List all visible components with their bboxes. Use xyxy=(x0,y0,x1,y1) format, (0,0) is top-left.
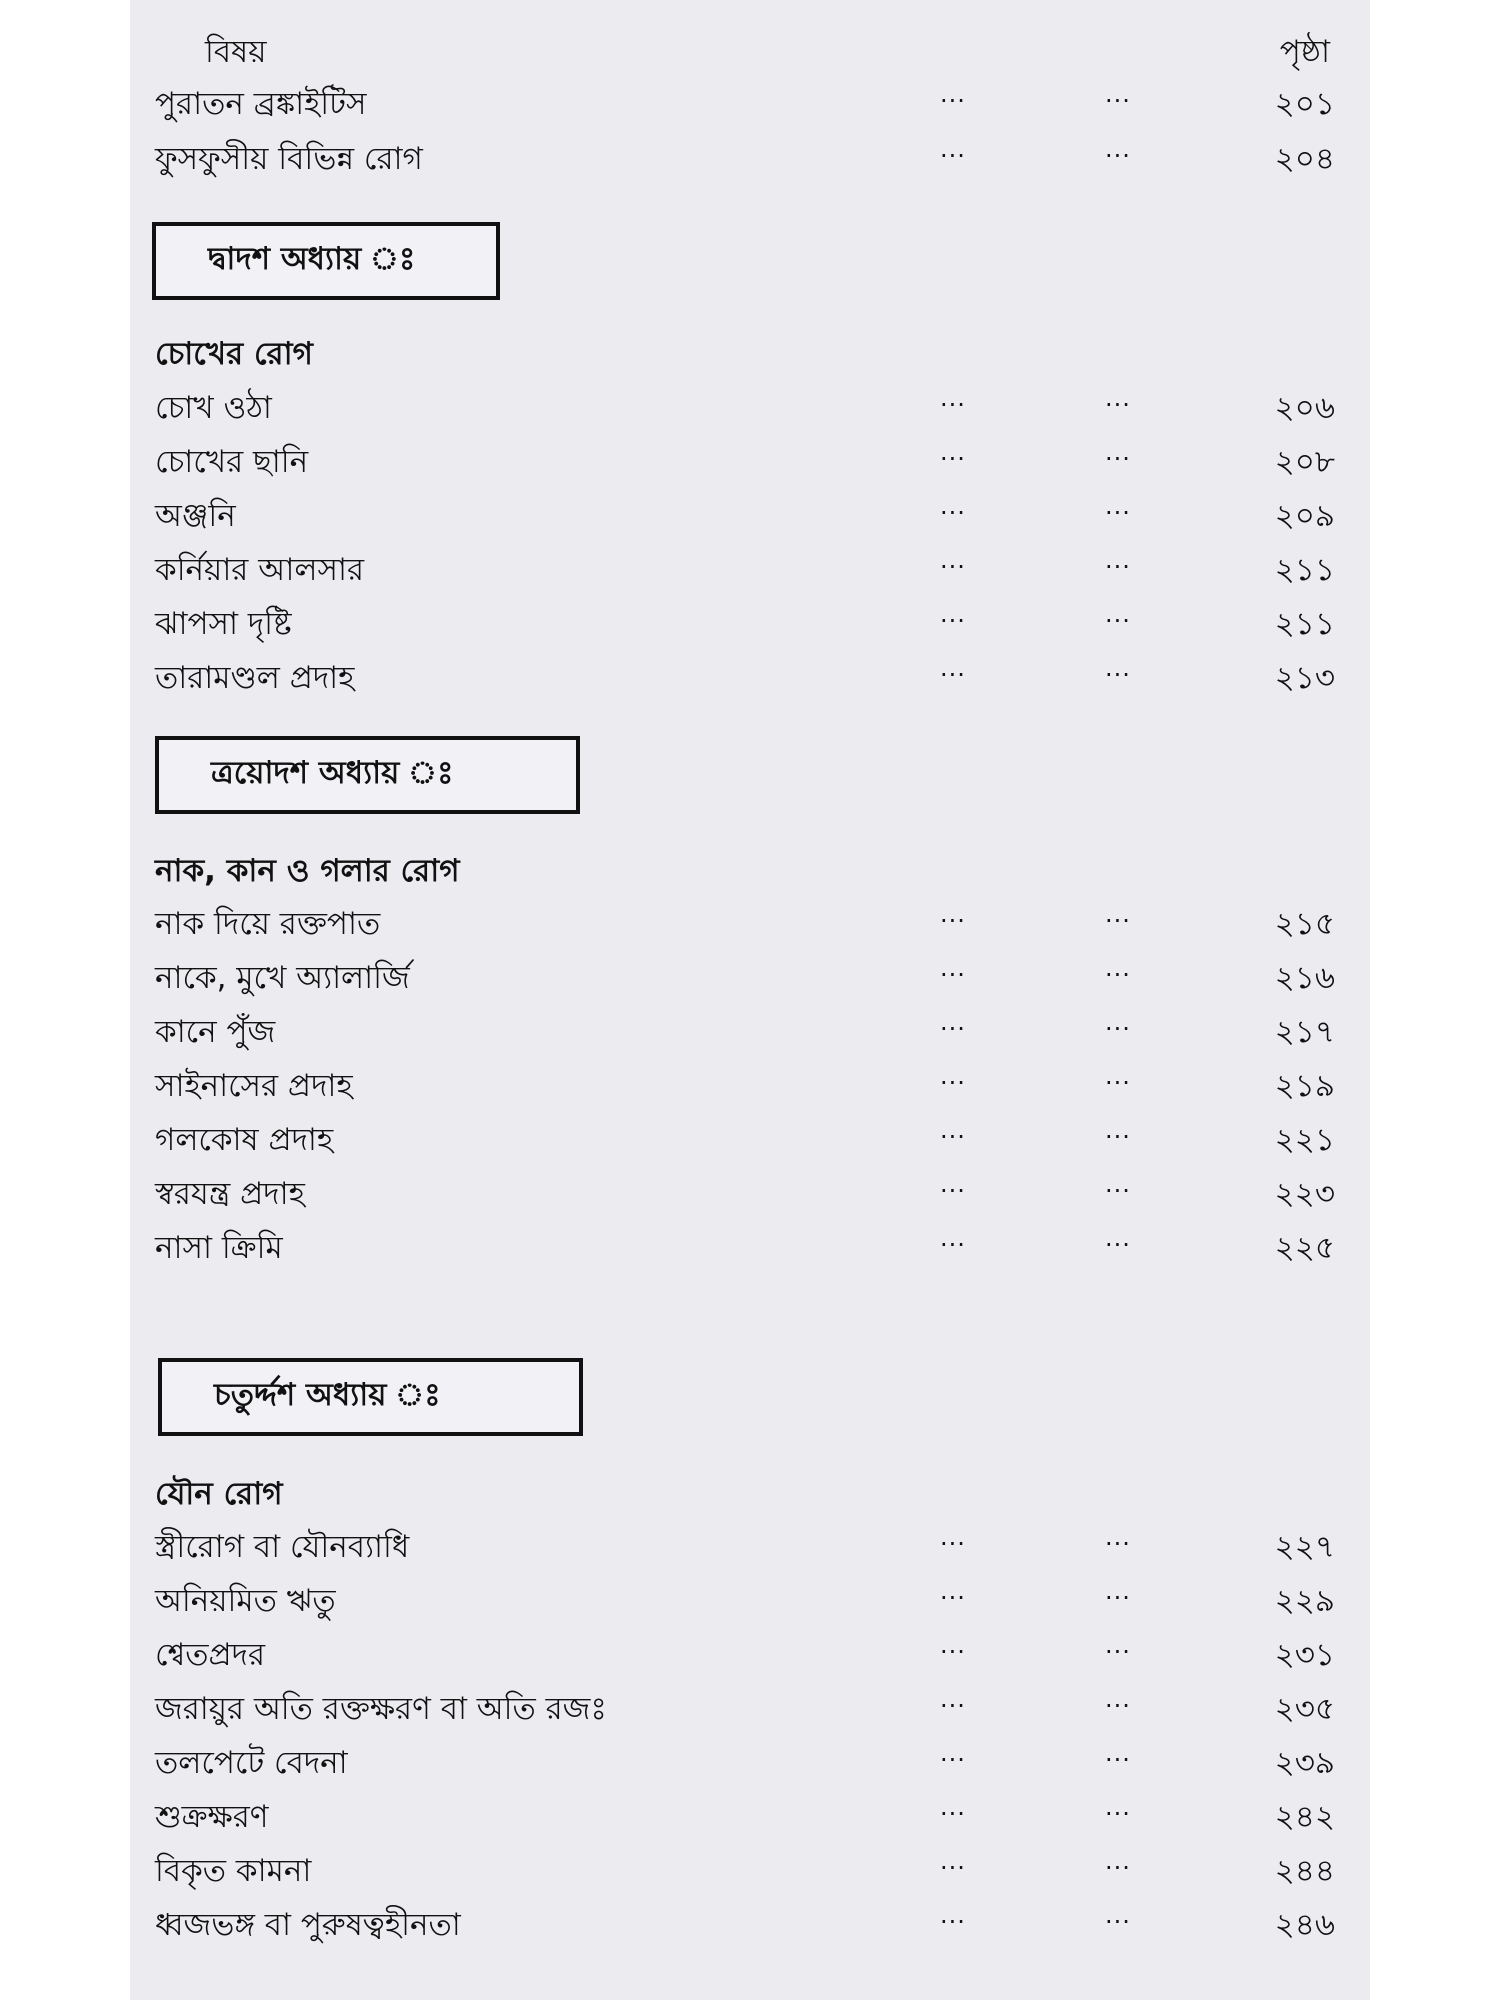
leader-dots: ... xyxy=(940,654,966,682)
toc-entry xyxy=(155,384,1335,430)
leader-dots: ... xyxy=(940,1631,966,1659)
leader-dots: ... xyxy=(940,1170,966,1198)
leader-dots: ... xyxy=(940,384,966,412)
leader-dots: ... xyxy=(940,1224,966,1252)
chapter-subject xyxy=(155,847,1335,893)
leader-dots: ... xyxy=(940,438,966,466)
entry-title: কানে পুঁজ xyxy=(155,1014,276,1050)
leader-dots: ... xyxy=(1105,438,1131,466)
entry-title: ফুসফুসীয় বিভিন্ন রোগ xyxy=(155,141,423,177)
toc-entry xyxy=(155,1170,1335,1216)
leader-dots: ... xyxy=(1105,135,1131,163)
entry-title: কর্নিয়ার আলসার xyxy=(155,552,364,588)
toc-entry xyxy=(155,1577,1335,1623)
leader-dots: ... xyxy=(940,1062,966,1090)
leader-dots: ... xyxy=(940,1847,966,1875)
leader-dots: ... xyxy=(1105,1847,1131,1875)
entry-title: শ্বেতপ্রদর xyxy=(155,1637,266,1673)
toc-entry xyxy=(155,80,1335,126)
entry-page-number: ২১৯ xyxy=(1274,1068,1335,1104)
toc-entry xyxy=(155,438,1335,484)
leader-dots: ... xyxy=(940,1577,966,1605)
entry-page-number: ২২৭ xyxy=(1274,1529,1335,1565)
entry-page-number: ২৪২ xyxy=(1274,1799,1335,1835)
leader-dots: ... xyxy=(1105,654,1131,682)
chapter-subject-title: চোখের রোগ xyxy=(155,336,313,372)
entry-page-number: ২১৭ xyxy=(1274,1014,1335,1050)
toc-entry xyxy=(155,600,1335,646)
leader-dots: ... xyxy=(1105,1523,1131,1551)
leader-dots: ... xyxy=(940,600,966,628)
subject-column-heading: বিষয় xyxy=(205,34,267,70)
chapter-heading-box: ত্রয়োদশ অধ্যায় ঃ xyxy=(155,736,580,814)
leader-dots: ... xyxy=(1105,900,1131,928)
entry-title: চোখ ওঠা xyxy=(155,390,272,426)
leader-dots: ... xyxy=(940,1116,966,1144)
leader-dots: ... xyxy=(940,1685,966,1713)
leader-dots: ... xyxy=(1105,1062,1131,1090)
leader-dots: ... xyxy=(1105,1008,1131,1036)
entry-page-number: ২২৯ xyxy=(1274,1583,1335,1619)
toc-entry xyxy=(155,1739,1335,1785)
entry-title: শুক্রক্ষরণ xyxy=(155,1799,269,1835)
toc-entry xyxy=(155,1847,1335,1893)
toc-entry xyxy=(155,1062,1335,1108)
leader-dots: ... xyxy=(1105,1577,1131,1605)
entry-title: জরায়ুর অতি রক্তক্ষরণ বা অতি রজঃ xyxy=(155,1691,607,1727)
entry-title: বিকৃত কামনা xyxy=(155,1853,312,1889)
chapter-heading-box: দ্বাদশ অধ্যায় ঃ xyxy=(152,222,500,300)
leader-dots: ... xyxy=(1105,1224,1131,1252)
entry-page-number: ২১১ xyxy=(1274,552,1335,588)
toc-entry xyxy=(155,135,1335,181)
toc-entry xyxy=(155,900,1335,946)
entry-page-number: ২০৬ xyxy=(1274,390,1335,426)
entry-title: সাইনাসের প্রদাহ xyxy=(155,1068,353,1104)
leader-dots: ... xyxy=(1105,1739,1131,1767)
entry-title: তারামণ্ডল প্রদাহ xyxy=(155,660,355,696)
leader-dots: ... xyxy=(940,1008,966,1036)
toc-entry xyxy=(155,954,1335,1000)
entry-page-number: ২২১ xyxy=(1274,1122,1335,1158)
entry-title: নাক দিয়ে রক্তপাত xyxy=(155,906,381,942)
entry-title: ধ্বজভঙ্গ বা পুরুষত্বহীনতা xyxy=(155,1907,461,1943)
leader-dots: ... xyxy=(940,900,966,928)
entry-page-number: ২০৪ xyxy=(1274,141,1335,177)
chapter-subject-title: নাক, কান ও গলার রোগ xyxy=(155,853,460,889)
entry-page-number: ২৩৯ xyxy=(1274,1745,1335,1781)
leader-dots: ... xyxy=(940,1901,966,1929)
toc-entry xyxy=(155,1793,1335,1839)
leader-dots: ... xyxy=(940,546,966,574)
leader-dots: ... xyxy=(1105,80,1131,108)
entry-page-number: ২১৫ xyxy=(1274,906,1335,942)
leader-dots: ... xyxy=(1105,1901,1131,1929)
entry-page-number: ২০১ xyxy=(1274,86,1335,122)
leader-dots: ... xyxy=(1105,492,1131,520)
leader-dots: ... xyxy=(1105,1631,1131,1659)
leader-dots: ... xyxy=(1105,954,1131,982)
chapter-subject-title: যৌন রোগ xyxy=(155,1476,283,1512)
toc-entry xyxy=(155,1523,1335,1569)
chapter-subject xyxy=(155,330,1335,376)
entry-page-number: ২৪৬ xyxy=(1274,1907,1335,1943)
toc-entry xyxy=(155,1901,1335,1947)
entry-title: গলকোষ প্রদাহ xyxy=(155,1122,334,1158)
leader-dots: ... xyxy=(940,954,966,982)
leader-dots: ... xyxy=(940,1523,966,1551)
leader-dots: ... xyxy=(1105,1793,1131,1821)
entry-title: অঞ্জনি xyxy=(155,498,236,534)
leader-dots: ... xyxy=(1105,384,1131,412)
entry-page-number: ২১৩ xyxy=(1274,660,1335,696)
entry-title: তলপেটে বেদনা xyxy=(155,1745,348,1781)
entry-page-number: ২২৩ xyxy=(1274,1176,1335,1212)
toc-entry xyxy=(155,1008,1335,1054)
leader-dots: ... xyxy=(1105,546,1131,574)
page-column-heading: পৃষ্ঠা xyxy=(1279,34,1330,70)
entry-title: চোখের ছানি xyxy=(155,444,309,480)
toc-entry xyxy=(155,1631,1335,1677)
leader-dots: ... xyxy=(940,135,966,163)
entry-page-number: ২১১ xyxy=(1274,606,1335,642)
entry-title: নাকে, মুখে অ্যালার্জি xyxy=(155,960,410,996)
leader-dots: ... xyxy=(940,492,966,520)
toc-entry xyxy=(155,654,1335,700)
leader-dots: ... xyxy=(940,80,966,108)
entry-title: ঝাপসা দৃষ্টি xyxy=(155,606,292,642)
toc-entry xyxy=(155,546,1335,592)
toc-entry xyxy=(155,492,1335,538)
toc-entry xyxy=(155,1224,1335,1270)
chapter-heading-box: চতুর্দ্দশ অধ্যায় ঃ xyxy=(158,1358,583,1436)
entry-page-number: ২১৬ xyxy=(1274,960,1335,996)
entry-page-number: ২৩৫ xyxy=(1274,1691,1335,1727)
entry-title: স্বরযন্ত্র প্রদাহ xyxy=(155,1176,305,1212)
toc-entry xyxy=(155,1116,1335,1162)
leader-dots: ... xyxy=(940,1793,966,1821)
leader-dots: ... xyxy=(1105,600,1131,628)
entry-page-number: ২২৫ xyxy=(1274,1230,1335,1266)
entry-title: অনিয়মিত ঋতু xyxy=(155,1583,336,1619)
leader-dots: ... xyxy=(940,1739,966,1767)
entry-page-number: ২০৮ xyxy=(1274,444,1335,480)
leader-dots: ... xyxy=(1105,1685,1131,1713)
entry-title: নাসা ক্রিমি xyxy=(155,1230,283,1266)
chapter-subject xyxy=(155,1470,1335,1516)
entry-title: পুরাতন ব্রঙ্কাইটিস xyxy=(155,86,367,122)
entry-page-number: ২৪৪ xyxy=(1274,1853,1335,1889)
leader-dots: ... xyxy=(1105,1116,1131,1144)
entry-page-number: ২৩১ xyxy=(1274,1637,1335,1673)
entry-page-number: ২০৯ xyxy=(1274,498,1335,534)
entry-title: স্ত্রীরোগ বা যৌনব্যাধি xyxy=(155,1529,410,1565)
leader-dots: ... xyxy=(1105,1170,1131,1198)
toc-entry xyxy=(155,1685,1335,1731)
